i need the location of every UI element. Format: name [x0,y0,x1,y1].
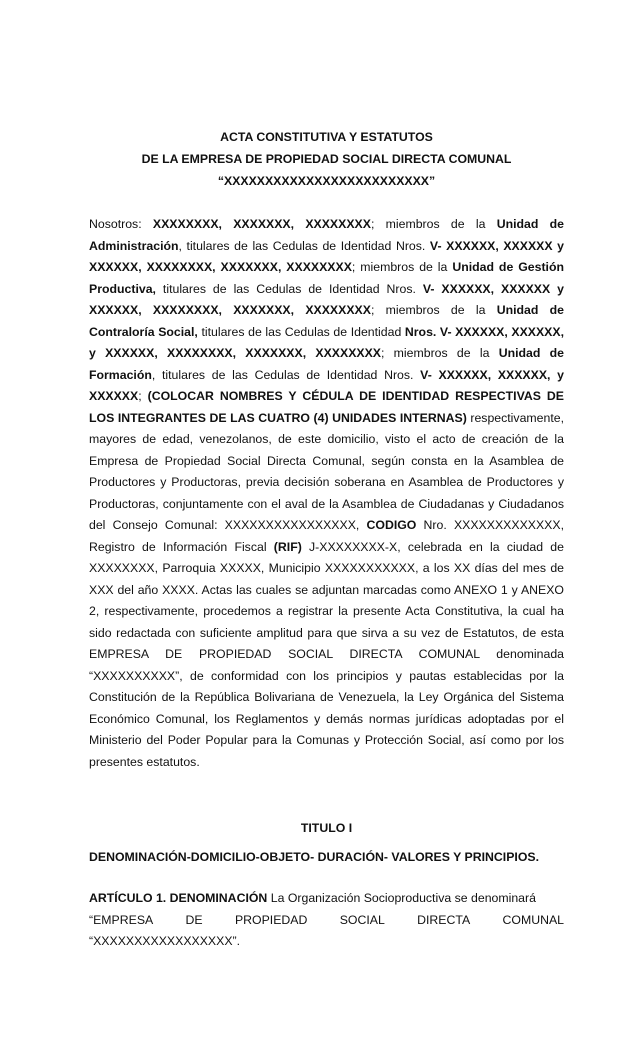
article-word: DIRECTA [417,912,471,927]
article-1-line2 [89,910,564,932]
article-word: SOCIAL [339,912,385,927]
intro-text: Nosotros: [89,217,153,231]
intro-bold: XXXXXXXX, XXXXXXX, XXXXXXXX [152,217,371,231]
intro-bold: Unidad de Gestión Productiva, [89,260,565,296]
article-text: La Organización Socioproductiva se denominará [267,891,536,905]
section-subtitle: DENOMINACIÓN-DOMICILIO-OBJETO- DURACIÓN- VALORES Y PRINCIPIOS. [89,850,540,864]
article-heading: ARTÍCULO 1. DENOMINACIÓN [89,891,268,905]
intro-text: ; miembros de la [370,217,497,231]
article-word: DE [185,912,203,927]
intro-bold: V- XXXXXX, XXXXXX y XXXXXX, XXXXXXXX, XXXXXXX, XXXXXXXX [89,281,565,317]
intro-text: titulares de las Cedulas de Identidad Nros. [155,281,423,296]
article-word: “EMPRESA [89,912,154,927]
company-name: “XXXXXXXXXXXXXXXXXXXXXXXXX” [217,174,436,188]
article-1-line3: “XXXXXXXXXXXXXXXXX”. [89,934,241,948]
intro-bold: CODIGO [366,518,417,532]
intro-paragraph [89,214,564,773]
intro-bold: Unidad de Formación [89,346,564,382]
intro-text: J-XXXXXXXX-X, celebrada en la ciudad de XXXXXXXX, Parroquia XXXXX, Municipio XXXXXXXXXXX, a los XX días del mes de XXX del año XXXX. Actas las cuales se adjuntan marcadas como ANEXO 1 y ANEXO 2, respectivamente, procedemos a registrar la presente Acta Constitutiva, la cual ha sido redactada con suficiente amplitud para que sirva a su vez de Estatutos, de esta EMPRESA DE PROPIEDAD SOCIAL DIRECTA COMUNAL denominada “XXXXXXXXXX”, de conformidad con los principios y pautas establecidas por la Constitución de la República Bolivariana de Venezuela, la Ley Orgánica del Sistema Económico Comunal, los Reglamentos y demás normas jurídicas adoptadas por el Ministerio del Poder Popular para la Comunas y Protección Social, así como por los presentes estatutos. [89,539,564,769]
intro-text: Nro. XXXXXXXXXXXXX, Registro de Información Fiscal [89,518,564,554]
document-subtitle: DE LA EMPRESA DE PROPIEDAD SOCIAL DIRECTA COMUNAL [141,152,512,166]
intro-text: ; miembros de la [351,260,453,274]
intro-bold: Nros. V- XXXXXX, XXXXXX, y XXXXXX, XXXXXXXX, XXXXXXX, XXXXXXXX [89,324,564,360]
intro-bold: (COLOCAR NOMBRES Y CÉDULA DE IDENTIDAD RESPECTIVAS DE LOS INTEGRANTES DE LAS CUATRO (4) UNIDADES INTERNAS) [89,389,564,425]
article-1 [89,888,564,910]
article-word: COMUNAL [502,912,564,927]
intro-text: ; miembros de la [370,303,497,317]
intro-text: titulares de las Cedulas de Identidad [197,324,405,339]
document-title: ACTA CONSTITUTIVA Y ESTATUTOS [220,130,433,144]
intro-text: respectivamente, mayores de edad, venezolanos, de este domicilio, visto el acto de creación de la Empresa de Propiedad Social Directa Comunal, según consta en la Asamblea de Productores y Productoras, previa decisión soberana en Asamblea de Productores y Productoras, conjuntamente con el aval de la Asamblea de Ciudadanas y Ciudadanos del Consejo Comunal: XXXXXXXXXXXXXXXX, [89,410,564,532]
intro-bold: Unidad de Administración [89,217,565,253]
intro-bold: Unidad de Contraloría Social, [89,303,565,339]
intro-bold: V- XXXXXX, XXXXXX y XXXXXX, XXXXXXXX, XXXXXXX, XXXXXXXX [89,238,565,274]
intro-text: , titulares de las Cedulas de Identidad Nros. [151,367,421,382]
intro-bold: (RIF) [273,539,302,554]
intro-bold: V- XXXXXX, XXXXXX, y XXXXXX [89,367,564,403]
intro-text: ; [138,389,148,403]
section-title: TITULO I [300,821,353,835]
document-page [89,0,564,953]
intro-text: ; miembros de la [381,346,499,360]
article-word: PROPIEDAD [234,912,308,927]
intro-text: , titulares de las Cedulas de Identidad Nros. [178,238,430,253]
